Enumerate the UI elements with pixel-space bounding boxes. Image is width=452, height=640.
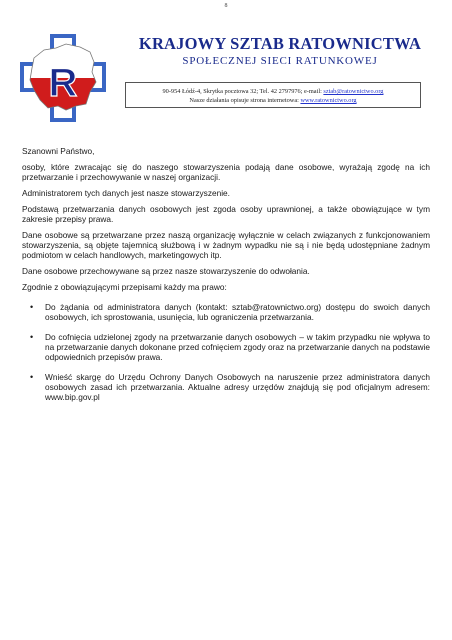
- contact-box: [125, 82, 421, 108]
- contact-line-1: [126, 87, 420, 96]
- list-item-text: Do żądania od administratora danych (kontakt: sztab@ratownictwo.org) dostępu do swoich danych osobowych, ich sprostowania, usunięcia, lub ograniczenia przetwarzania.: [45, 302, 430, 322]
- email-link[interactable]: sztab@ratownictwo.org: [323, 88, 384, 95]
- website-intro-text: Nasze działania opisuje strona internetowa:: [189, 97, 301, 104]
- organization-subtitle: SPOŁECZNEJ SIECI RATUNKOWEJ: [182, 55, 378, 67]
- list-item: [30, 332, 430, 362]
- paragraph-legal-basis: Podstawą przetwarzania danych osobowych jest zgoda osoby uprawnionej, a także obowiązujące w tym zakresie przepisy prawa.: [22, 204, 430, 224]
- organization-title: KRAJOWY SZTAB RATOWNICTWA: [138, 34, 422, 53]
- bullet-icon: •: [30, 372, 34, 382]
- paragraph-purpose: Dane osobowe są przetwarzane przez naszą organizację wyłącznie w celach związanych z funkcjonowaniem stowarzyszenia, są objęte tajemnicą służbową i w żadnym wypadku nie są i nie będą udostępniane żadnym podmiotom w celach handlowych, marketingowych itp.: [22, 230, 430, 260]
- greeting: Szanowni Państwo,: [22, 146, 95, 156]
- paragraph-retention: Dane osobowe przechowywane są przez nasze stowarzyszenie do odwołania.: [22, 266, 310, 276]
- rights-list: [22, 302, 430, 402]
- contact-address-text: 90-954 Łódź-4, Skrytka pocztowa 32; Tel. 42 2797976; e-mail:: [162, 88, 324, 95]
- bullet-icon: •: [30, 332, 34, 342]
- bullet-icon: •: [30, 302, 34, 312]
- website-link[interactable]: www.ratownictwo.org: [300, 97, 357, 104]
- paragraph-rights-intro: Zgodnie z obowiązującymi przepisami każdy ma prawo:: [22, 282, 227, 292]
- list-item: [30, 302, 430, 322]
- contact-line-2: [126, 96, 420, 105]
- logo-letter: R: [48, 61, 78, 105]
- list-item-text: Wnieść skargę do Urzędu Ochrony Danych Osobowych na naruszenie przez administratora danych osobowych zasad ich przetwarzania. Aktualne adresy urzędów znajdują się pod oficjalnym adresem: www.bip.gov.pl: [45, 372, 430, 402]
- organization-logo: [20, 34, 106, 122]
- paragraph-consent: osoby, które zwracając się do naszego stowarzyszenia podają dane osobowe, wyrażają zgodę na ich przetwarzanie i przechowywanie w naszej organizacji.: [22, 162, 430, 182]
- page-number: 8: [224, 3, 228, 9]
- list-item-text: Do cofnięcia udzielonej zgody na przetwarzanie danych osobowych – w takim przypadku nie wpływa to na przetwarzanie danych dokonane przed cofnięciem zgody oraz na przetwarzanie danych na podstawie odpowiednich przepisów prawa.: [45, 332, 430, 362]
- list-item: [30, 372, 430, 402]
- letter-body: [22, 146, 430, 412]
- paragraph-administrator: Administratorem tych danych jest nasze stowarzyszenie.: [22, 188, 230, 198]
